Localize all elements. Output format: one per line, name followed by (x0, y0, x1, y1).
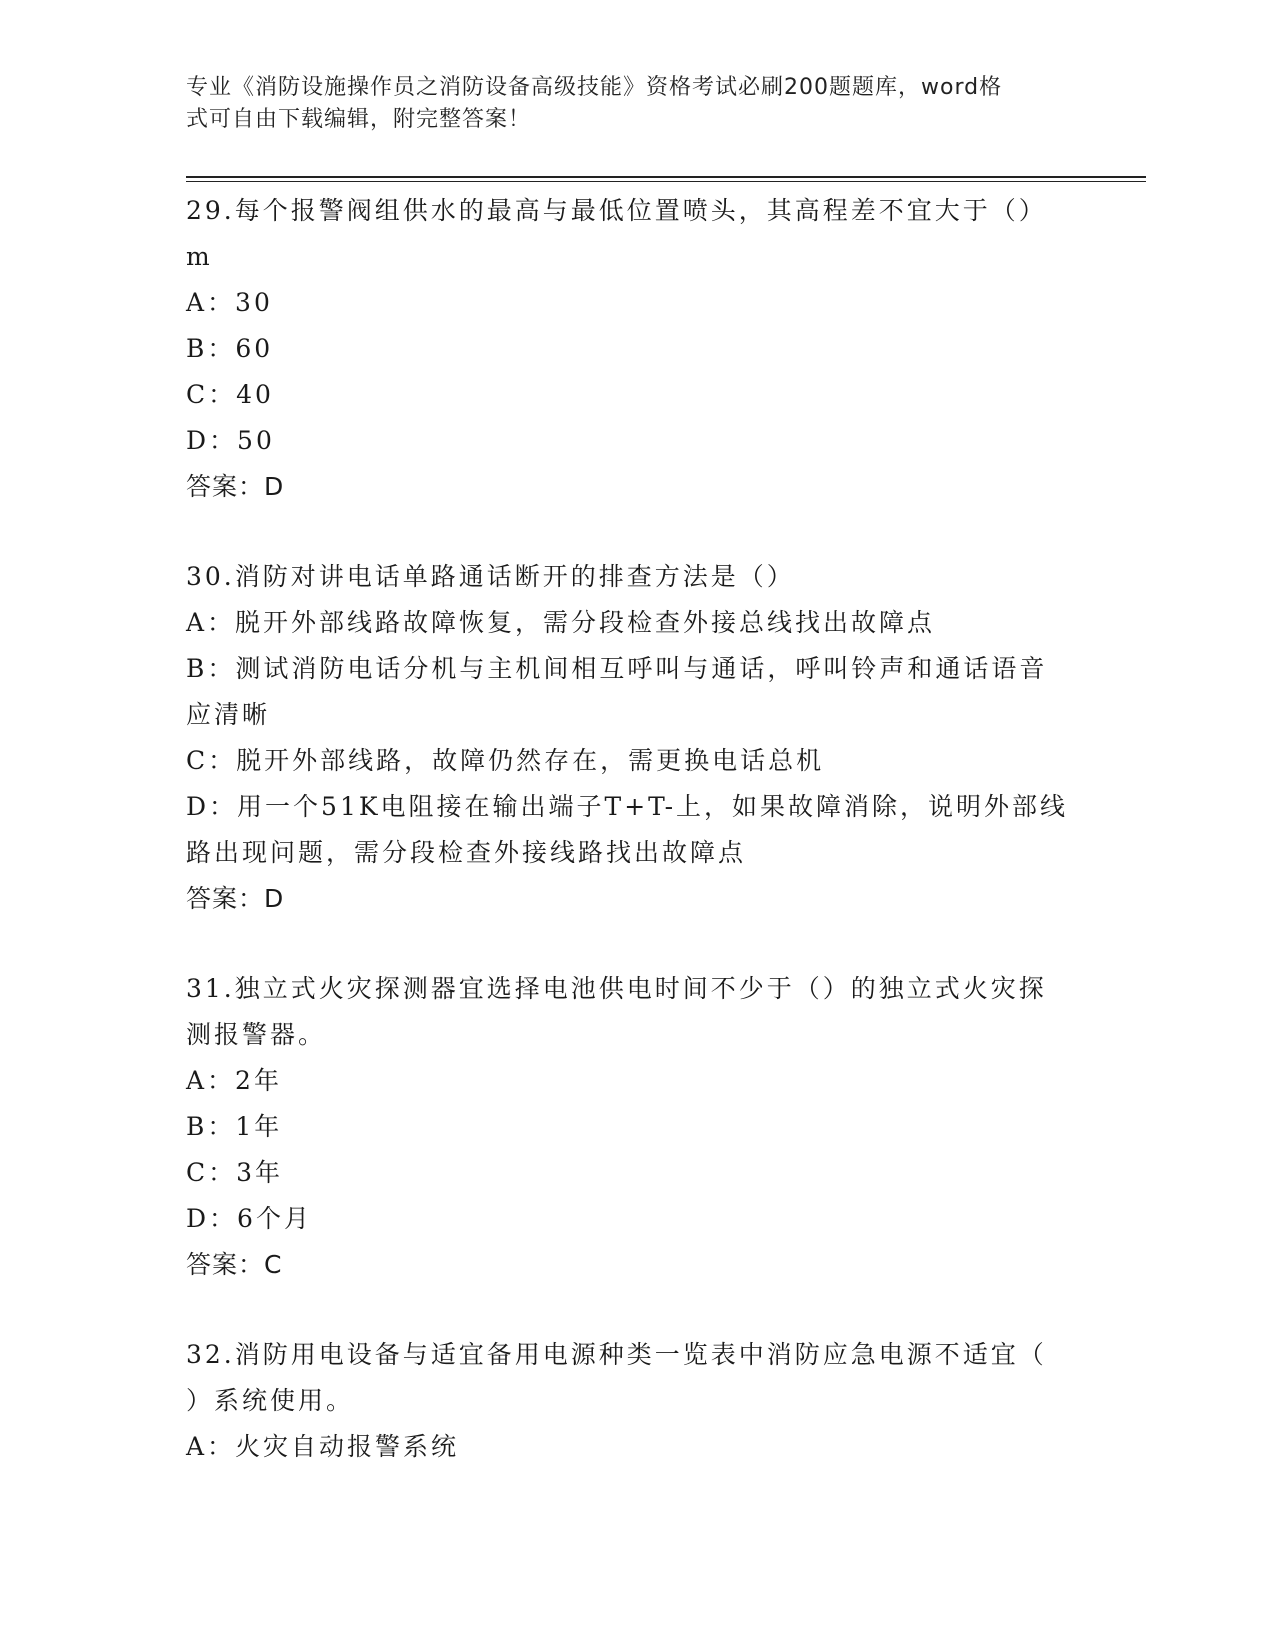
question-stem: m (186, 242, 213, 271)
question-stem: 32.消防用电设备与适宜备用电源种类一览表中消防应急电源不适宜（ (186, 1340, 1047, 1369)
option-a: A：火灾自动报警系统 (186, 1432, 460, 1461)
option-d-continued: 路出现问题，需分段检查外接线路找出故障点 (186, 838, 747, 867)
answer: 答案：C (186, 1250, 283, 1279)
question-list (186, 188, 1086, 1470)
question-30 (186, 554, 1086, 922)
question-stem: 29.每个报警阀组供水的最高与最低位置喷头，其高程差不宜大于（） (186, 196, 1047, 225)
question-stem: 测报警器。 (186, 1020, 327, 1049)
header-rule-thin (186, 181, 1146, 182)
question-32 (186, 1332, 1086, 1470)
header-line-1: 专业《消防设施操作员之消防设备高级技能》资格考试必刷200题题库，word格 (186, 75, 1003, 100)
header-line-2: 式可自由下载编辑，附完整答案！ (186, 107, 532, 132)
header-rule-thick (186, 176, 1146, 178)
option-b-continued: 应清晰 (186, 700, 271, 729)
answer: 答案：D (186, 884, 285, 913)
option-b: B：1年 (186, 1112, 283, 1141)
document-header (186, 72, 1066, 136)
question-31 (186, 966, 1086, 1288)
option-b: B：测试消防电话分机与主机间相互呼叫与通话，呼叫铃声和通话语音 (186, 654, 1048, 683)
option-c: C：40 (186, 380, 274, 409)
question-stem: ）系统使用。 (186, 1386, 355, 1415)
option-d: D：用一个51K电阻接在输出端子T+T-上，如果故障消除，说明外部线 (186, 792, 1069, 821)
option-a: A：脱开外部线路故障恢复，需分段检查外接总线找出故障点 (186, 608, 936, 637)
question-stem: 30.消防对讲电话单路通话断开的排查方法是（） (186, 562, 795, 591)
question-29 (186, 188, 1086, 510)
option-b: B：60 (186, 334, 274, 363)
answer: 答案：D (186, 472, 285, 501)
option-a: A：2年 (186, 1066, 282, 1095)
question-stem: 31.独立式火灾探测器宜选择电池供电时间不少于（）的独立式火灾探 (186, 974, 1047, 1003)
option-d: D：6个月 (186, 1204, 312, 1233)
option-c: C：脱开外部线路，故障仍然存在，需更换电话总机 (186, 746, 825, 775)
option-d: D：50 (186, 426, 275, 455)
option-c: C：3年 (186, 1158, 284, 1187)
option-a: A：30 (186, 288, 273, 317)
